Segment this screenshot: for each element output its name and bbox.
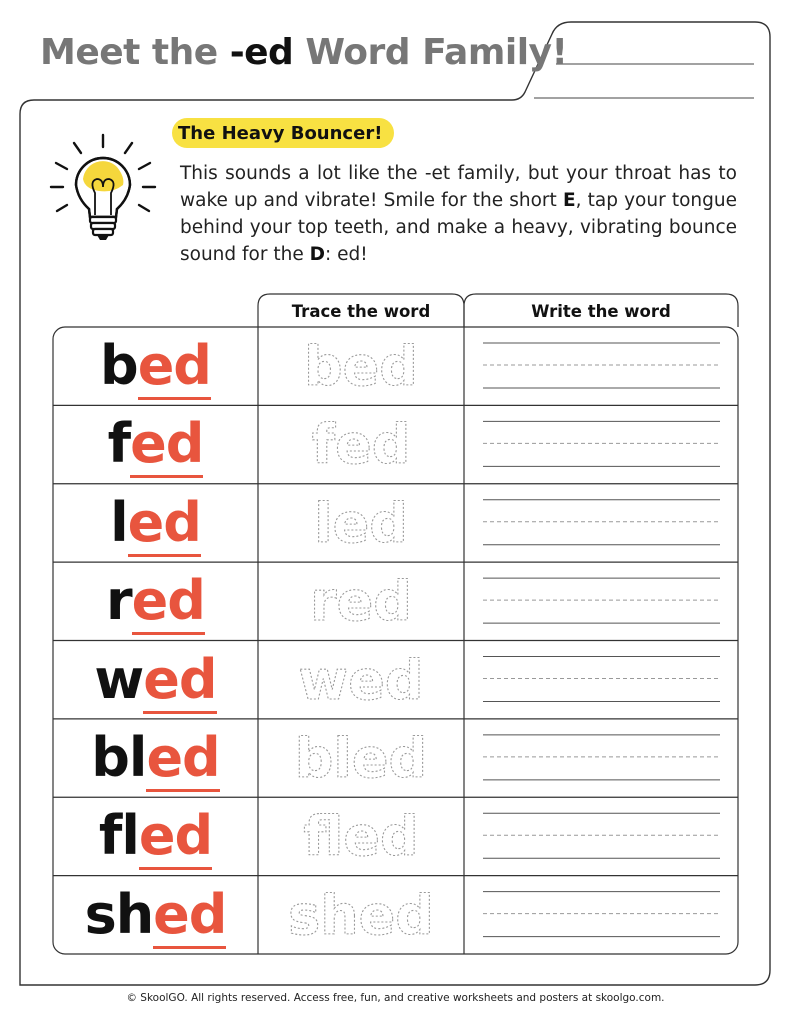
bold-d: D [309, 244, 325, 265]
trace-word[interactable] [258, 797, 464, 875]
trace-word[interactable] [258, 327, 464, 405]
writing-guides [483, 343, 720, 937]
trace-word-text: fled [303, 805, 419, 869]
trace-word-text: shed [288, 883, 434, 947]
word-rime: ed [146, 726, 219, 792]
trace-cell [258, 405, 464, 483]
trace-cell [258, 797, 464, 875]
example-word [110, 490, 201, 554]
word-rime: ed [132, 569, 205, 635]
word-onset: sh [84, 882, 154, 946]
section-badge [172, 118, 394, 148]
example-word [84, 882, 227, 946]
word-cell [53, 562, 258, 640]
example-word [94, 647, 217, 711]
trace-cell [258, 484, 464, 562]
word-onset: r [106, 569, 132, 633]
trace-word[interactable] [258, 876, 464, 954]
trace-cell [258, 876, 464, 954]
trace-word[interactable] [258, 562, 464, 640]
intro-paragraph: This sounds a lot like the -et family, but your throat has to wake up and vibrate! Smile for the short E, tap your tongue behind your top teeth, and make a heavy, vibrating bounce sound for the D: ed! [180, 163, 737, 265]
trace-word-text: led [314, 491, 408, 555]
word-cell [53, 797, 258, 875]
page-title: Meet the -ed Word Family! [40, 32, 568, 73]
trace-cell [258, 641, 464, 719]
word-cell [53, 719, 258, 797]
word-rime: ed [138, 334, 211, 400]
trace-word[interactable] [258, 484, 464, 562]
copyright-footer: © SkoolGO. All rights reserved. Access free, fun, and creative worksheets and posters at skoolgo.com. [126, 992, 665, 1004]
word-onset: b [100, 334, 138, 397]
badge-label: The Heavy Bouncer! [178, 122, 383, 144]
word-onset: f [107, 412, 131, 476]
word-cell [53, 876, 258, 954]
word-cell [53, 484, 258, 562]
example-word [98, 804, 213, 868]
trace-cell [258, 562, 464, 640]
trace-cell [258, 719, 464, 797]
bold-e: E [562, 190, 576, 211]
example-word [100, 334, 211, 397]
word-rime: ed [128, 491, 201, 557]
word-onset: l [110, 490, 128, 554]
trace-word[interactable] [258, 641, 464, 719]
example-word [91, 725, 220, 789]
word-rime: ed [143, 648, 216, 714]
word-onset: bl [91, 725, 147, 789]
word-rime: ed [153, 883, 226, 949]
lightbulb-icon [51, 135, 155, 240]
trace-word-text: bled [294, 726, 428, 790]
trace-word-text: wed [298, 648, 424, 712]
trace-word[interactable] [258, 719, 464, 797]
word-rime: ed [139, 804, 212, 870]
trace-word-text: fed [311, 413, 411, 477]
trace-word-text: bed [304, 335, 418, 398]
example-word [106, 569, 205, 633]
word-cell [53, 641, 258, 719]
write-column-header: Write the word [531, 301, 671, 321]
word-cell [53, 405, 258, 483]
trace-column-header: Trace the word [291, 301, 431, 321]
trace-word-text: red [310, 570, 412, 634]
word-onset: w [94, 647, 144, 711]
word-onset: fl [98, 804, 139, 868]
trace-cell [258, 327, 464, 405]
word-cell [53, 327, 258, 405]
word-rime: ed [130, 412, 203, 478]
trace-word[interactable] [258, 405, 464, 483]
example-word [107, 412, 204, 476]
